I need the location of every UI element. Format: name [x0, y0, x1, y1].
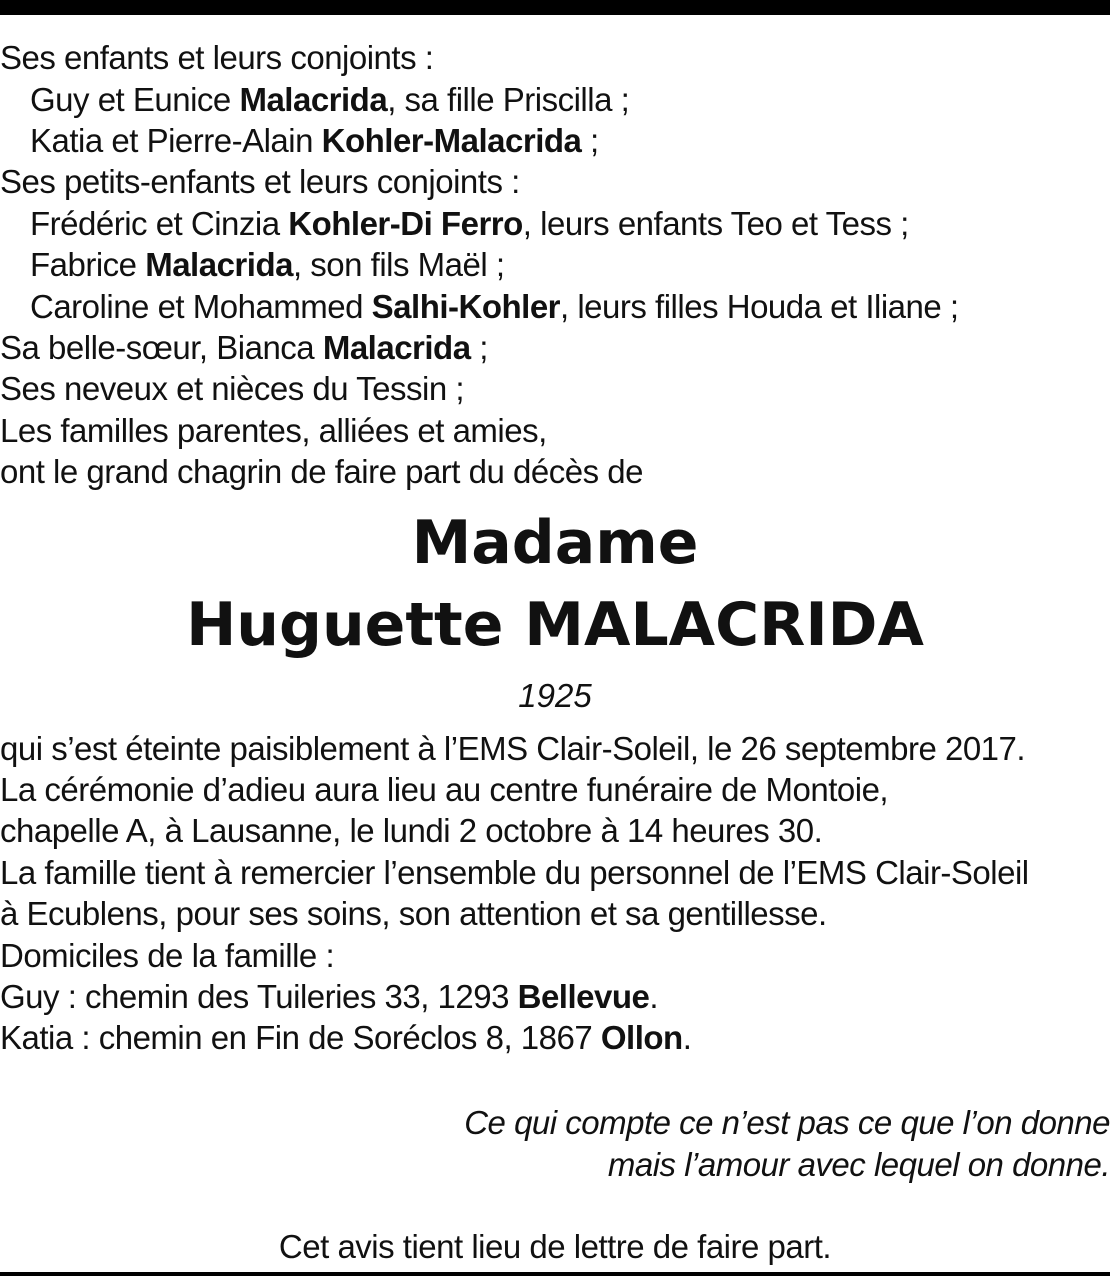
detail-line-death: qui s’est éteinte paisiblement à l’EMS Clair-Soleil, le 26 septembre 2017.: [0, 730, 1026, 767]
surname: Malacrida: [145, 246, 293, 283]
family-line-nephews: Ses neveux et nièces du Tessin ;: [0, 370, 465, 407]
detail-line-ceremony: La cérémonie d’adieu aura lieu au centre funéraire de Montoie,: [0, 771, 889, 808]
family-line-announcement: ont le grand chagrin de faire part du décès de: [0, 453, 643, 490]
deceased-birth-year: 1925: [518, 677, 592, 714]
surname: Kohler-Malacrida: [321, 122, 582, 159]
family-line-sister-in-law: Sa belle-sœur, Bianca Malacrida ;: [0, 329, 488, 366]
detail-line-thanks: La famille tient à remercier l’ensemble du personnel de l’EMS Clair-Soleil: [0, 854, 1029, 891]
town: Ollon: [600, 1019, 683, 1056]
deceased-name: Huguette MALACRIDA: [186, 590, 924, 660]
family-line-frederic: Frédéric et Cinzia Kohler-Di Ferro, leurs enfants Teo et Tess ;: [30, 205, 909, 242]
family-line-children-heading: Ses enfants et leurs conjoints :: [0, 39, 434, 76]
surname: Salhi-Kohler: [371, 288, 561, 325]
surname: Kohler-Di Ferro: [288, 205, 523, 242]
detail-line-domicile-katia: Katia : chemin en Fin de Soréclos 8, 1867 Ollon.: [0, 1019, 692, 1056]
quote-line-1: Ce qui compte ce n’est pas ce que l’on donne: [464, 1104, 1110, 1141]
town: Bellevue: [517, 978, 650, 1015]
family-line-guy: Guy et Eunice Malacrida, sa fille Priscilla ;: [30, 81, 630, 118]
surname: Malacrida: [322, 329, 471, 366]
family-line-caroline: Caroline et Mohammed Salhi-Kohler, leurs filles Houda et Iliane ;: [30, 288, 959, 325]
detail-line-domicile-guy: Guy : chemin des Tuileries 33, 1293 Bellevue.: [0, 978, 659, 1015]
family-line-grandchildren-heading: Ses petits-enfants et leurs conjoints :: [0, 163, 520, 200]
detail-line-ceremony-time: chapelle A, à Lausanne, le lundi 2 octobre à 14 heures 30.: [0, 812, 823, 849]
detail-line-domiciles-heading: Domiciles de la famille :: [0, 937, 335, 974]
bottom-rule: [0, 1272, 1110, 1276]
top-rule: [0, 0, 1110, 15]
family-line-katia: Katia et Pierre-Alain Kohler-Malacrida ;: [30, 122, 599, 159]
deceased-salutation: Madame: [411, 508, 699, 578]
family-line-relatives: Les familles parentes, alliées et amies,: [0, 412, 547, 449]
surname: Malacrida: [239, 81, 388, 118]
family-line-fabrice: Fabrice Malacrida, son fils Maël ;: [30, 246, 505, 283]
quote-line-2: mais l’amour avec lequel on donne.: [607, 1146, 1110, 1183]
detail-line-thanks-cont: à Ecublens, pour ses soins, son attention et sa gentillesse.: [0, 895, 827, 932]
closing-note: Cet avis tient lieu de lettre de faire part.: [278, 1228, 832, 1265]
